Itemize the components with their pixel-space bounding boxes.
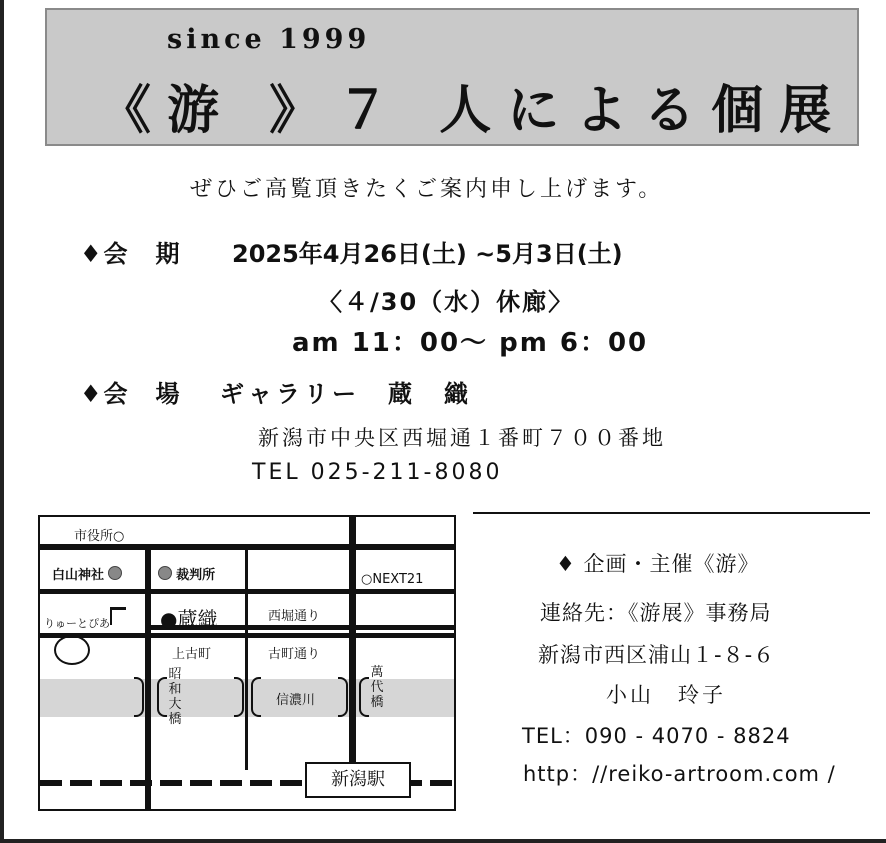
marker-dot-icon	[108, 566, 122, 580]
road	[349, 517, 356, 765]
furumachi-label: 古町通り	[268, 647, 321, 662]
organizer-tel: TEL：090 - 4070 - 8824	[522, 724, 791, 748]
bridge-bracket	[157, 677, 167, 717]
ryutopia-circle-icon	[54, 635, 90, 665]
nishibori-label: 西堀通り	[268, 609, 321, 624]
organizer-address: 新潟市西区浦山１-８-６	[538, 643, 776, 667]
bridge-bracket	[338, 677, 348, 717]
bridge-bracket	[359, 677, 369, 717]
kuraori-label: ●蔵織	[160, 607, 218, 631]
hakusan-shrine	[52, 564, 122, 583]
left-border	[0, 0, 4, 843]
invitation-text: ぜひご高覧頂きたくご案内申し上げます。	[190, 177, 664, 202]
torii-icon	[110, 607, 126, 625]
venue-tel: TEL 025-211-8080	[252, 460, 503, 485]
road	[245, 550, 248, 770]
showa-bridge-label: 昭和大橋	[168, 667, 182, 727]
niigata-station: 新潟駅	[305, 762, 411, 798]
city-hall-label: 市役所○	[74, 529, 125, 544]
exhibition-title: 《游 》７ 人による個展	[99, 80, 848, 141]
bridge-bracket	[134, 677, 144, 717]
access-map	[38, 515, 456, 811]
organizer-contact: 連絡先：《游展》事務局	[540, 601, 772, 625]
venue-label: ♦会 場	[80, 380, 182, 408]
organizer-host: ♦ 企画・主催《游》	[556, 552, 760, 576]
bridge-bracket	[251, 677, 261, 717]
marker-dot-icon	[158, 566, 172, 580]
closed-day: 〈４/30（水）休廊〉	[318, 288, 575, 316]
road	[145, 550, 151, 810]
period-label: ♦会 期	[80, 240, 182, 268]
ryutopia-label: りゅーとぴあ	[44, 617, 110, 630]
bridge-bracket	[234, 677, 244, 717]
court	[158, 564, 215, 583]
venue-address: 新潟市中央区西堀通１番町７００番地	[258, 426, 666, 450]
court-label: 裁判所	[176, 568, 216, 583]
organizer-name: 小山 玲子	[606, 683, 726, 707]
organizer-url[interactable]: http：//reiko-artroom.com /	[523, 762, 836, 786]
hakusan-label: 白山神社	[52, 568, 105, 583]
next21-label: ○NEXT21	[361, 572, 424, 587]
bandai-bridge-label: 萬代橋	[370, 665, 384, 710]
since-text: since 1999	[167, 24, 371, 55]
bottom-border	[0, 839, 886, 843]
title-banner	[45, 8, 859, 146]
period-dates: 2025年4月26日(土) ~5月3日(土)	[232, 240, 623, 268]
venue-name: ギャラリー 蔵 織	[220, 380, 472, 408]
opening-hours: am 11：00〜 pm 6：00	[292, 328, 649, 358]
kamifurumachi-label: 上古町	[172, 647, 212, 662]
shinano-river-label: 信濃川	[276, 693, 316, 708]
divider	[473, 512, 870, 514]
